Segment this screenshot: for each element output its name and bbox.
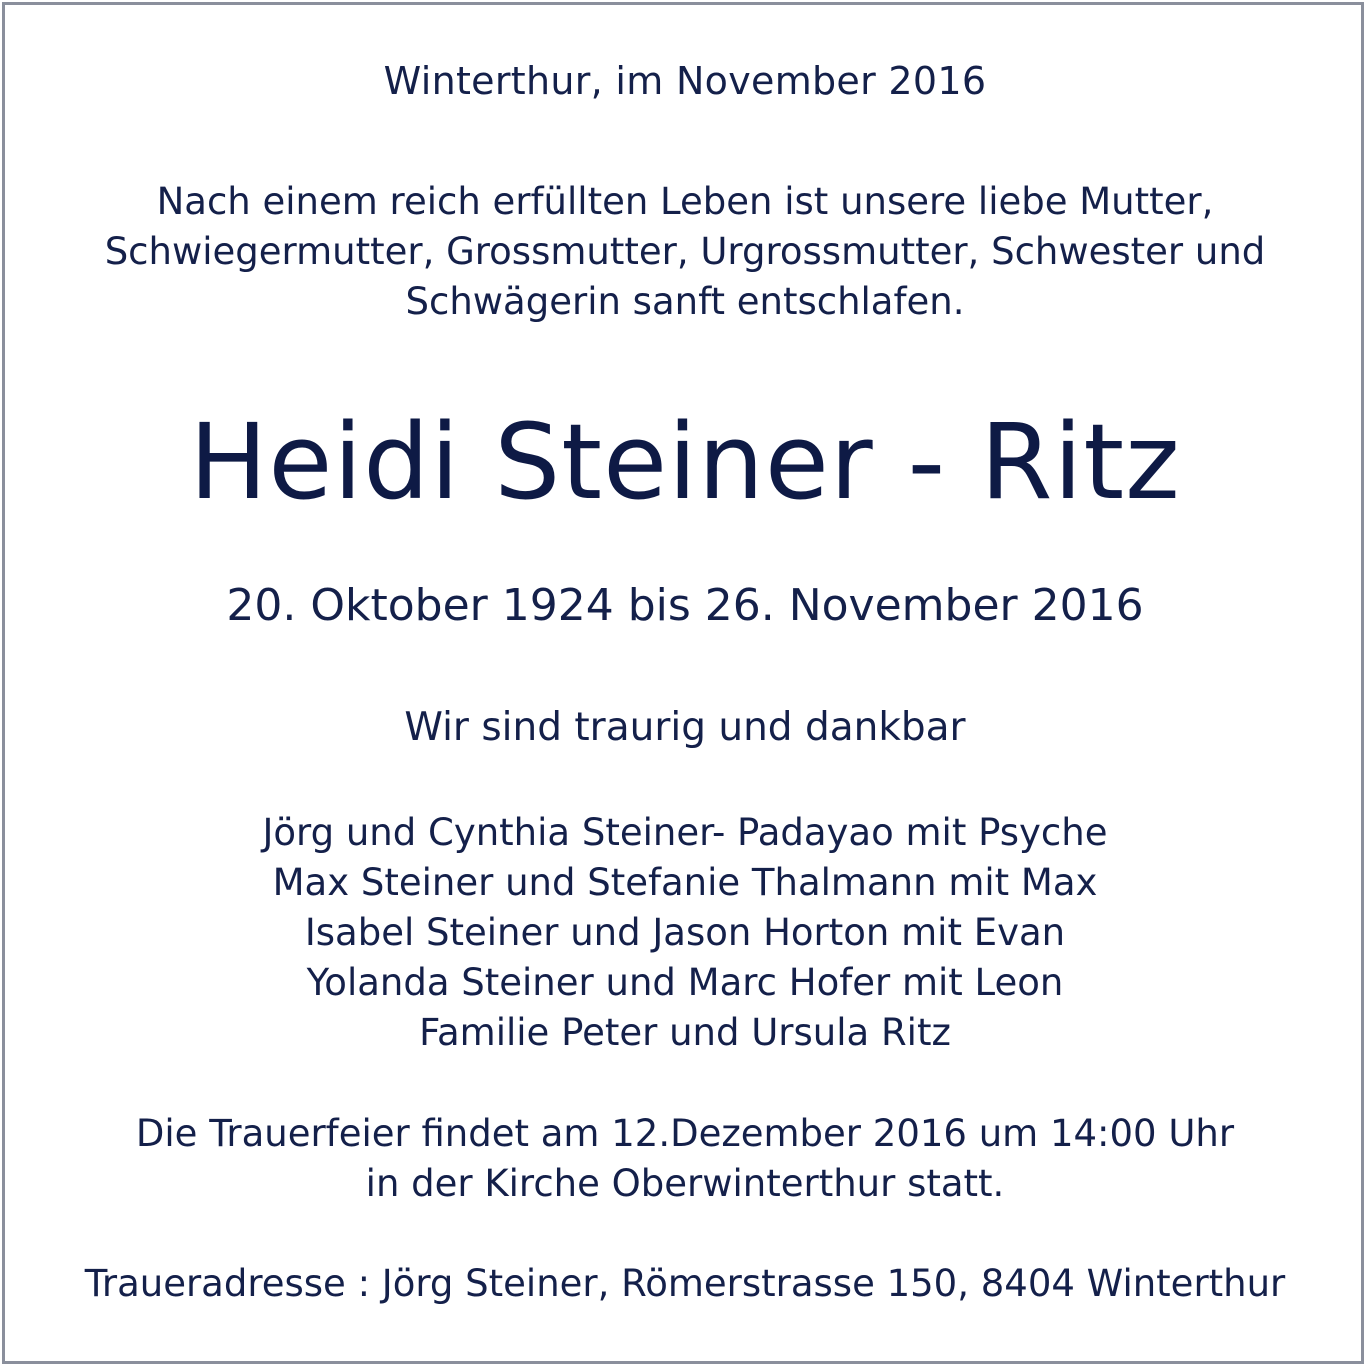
intro-line: Schwägerin sanft entschlafen. bbox=[405, 280, 965, 323]
intro-line: Nach einem reich erfüllten Leben ist unsere liebe Mutter, bbox=[156, 180, 1214, 223]
ceremony-line: in der Kirche Oberwinterthur statt. bbox=[365, 1162, 1005, 1205]
deceased-name: Heidi Steiner - Ritz bbox=[189, 401, 1181, 523]
place-date: Winterthur, im November 2016 bbox=[383, 59, 987, 103]
family-member-line: Yolanda Steiner und Marc Hofer mit Leon bbox=[306, 961, 1064, 1004]
family-member-line: Max Steiner und Stefanie Thalmann mit Max bbox=[272, 861, 1098, 904]
family-member-line: Isabel Steiner und Jason Horton mit Evan bbox=[304, 911, 1066, 954]
ceremony-line: Die Trauerfeier findet am 12.Dezember 2016 um 14:00 Uhr bbox=[135, 1112, 1235, 1155]
family-member-line: Familie Peter und Ursula Ritz bbox=[419, 1011, 951, 1054]
family-member-line: Jörg und Cynthia Steiner- Padayao mit Psyche bbox=[262, 811, 1108, 854]
grief-line: Wir sind traurig und dankbar bbox=[404, 705, 966, 750]
life-dates: 20. Oktober 1924 bis 26. November 2016 bbox=[226, 580, 1144, 631]
mourning-address: Traueradresse : Jörg Steiner, Römerstrasse 150, 8404 Winterthur bbox=[84, 1262, 1286, 1305]
intro-line: Schwiegermutter, Grossmutter, Urgrossmutter, Schwester und bbox=[104, 230, 1266, 273]
